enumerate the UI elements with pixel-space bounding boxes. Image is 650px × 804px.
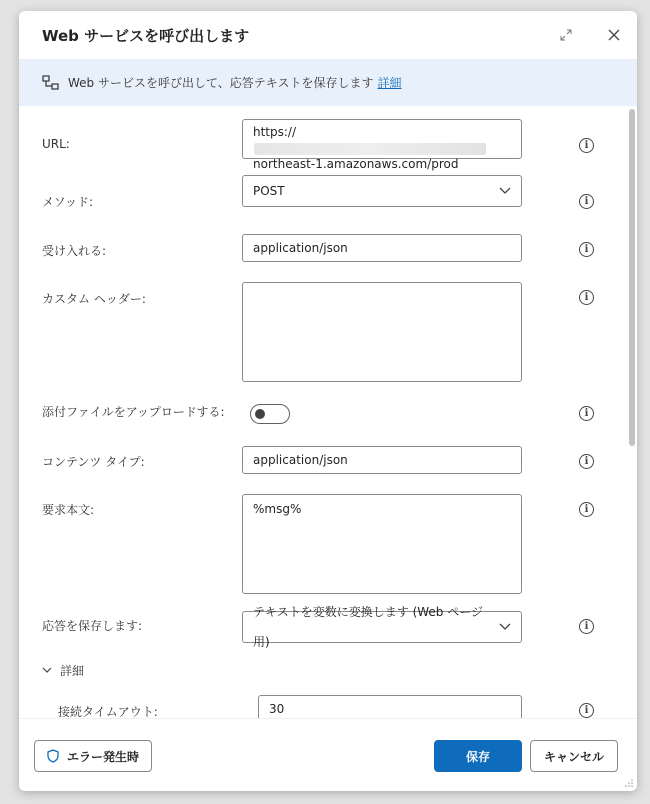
method-label: メソッド: xyxy=(42,195,94,209)
chevron-down-icon xyxy=(499,623,511,631)
dialog-title: Web サービスを呼び出します xyxy=(42,27,250,45)
info-icon[interactable]: i xyxy=(579,290,594,305)
expand-icon xyxy=(560,29,572,41)
info-banner xyxy=(19,59,637,106)
info-icon[interactable]: i xyxy=(579,138,594,153)
info-icon[interactable]: i xyxy=(579,242,594,257)
advanced-section-toggle[interactable] xyxy=(42,662,84,679)
custom-headers-textarea[interactable] xyxy=(242,282,522,382)
url-input[interactable] xyxy=(242,119,522,171)
method-select[interactable] xyxy=(242,175,522,207)
url-label: URL: xyxy=(42,137,70,151)
toggle-knob xyxy=(255,409,265,419)
save-button[interactable]: 保存 xyxy=(434,740,522,772)
save-response-label: 応答を保存します: xyxy=(42,619,143,633)
url-redacted xyxy=(254,143,486,155)
timeout-label: 接続タイムアウト: xyxy=(58,705,158,718)
web-service-icon xyxy=(42,75,60,91)
save-response-select[interactable] xyxy=(242,605,522,649)
chevron-down-icon xyxy=(499,187,511,195)
url-line-2: northeast-1.amazonaws.com/prod xyxy=(253,157,459,171)
close-icon xyxy=(608,29,620,41)
banner-learn-more-link[interactable]: 詳細 xyxy=(377,76,402,90)
advanced-section-label: 詳細 xyxy=(60,664,85,678)
content-type-input[interactable]: application/json xyxy=(242,446,522,474)
timeout-input[interactable]: 30 xyxy=(258,695,522,718)
resize-grip-icon[interactable] xyxy=(624,778,634,788)
info-icon[interactable]: i xyxy=(579,502,594,517)
accept-label: 受け入れる: xyxy=(42,244,107,258)
request-body-label: 要求本文: xyxy=(42,503,95,517)
expand-button[interactable] xyxy=(554,23,578,47)
info-icon[interactable]: i xyxy=(579,406,594,421)
info-icon[interactable]: i xyxy=(579,454,594,469)
info-icon[interactable]: i xyxy=(579,703,594,718)
method-value: POST xyxy=(253,184,285,198)
upload-attachment-label: 添付ファイルをアップロードする: xyxy=(42,405,225,419)
url-line-1: https:// xyxy=(253,124,511,156)
on-error-label: エラー発生時 xyxy=(66,749,139,764)
info-icon[interactable]: i xyxy=(579,619,594,634)
save-response-value: テキストを変数に変換します (Web ページ用) xyxy=(253,605,483,649)
scrollbar-thumb[interactable] xyxy=(629,109,635,446)
info-icon[interactable]: i xyxy=(579,194,594,209)
cancel-button[interactable]: キャンセル xyxy=(530,740,618,772)
shield-icon xyxy=(47,749,59,763)
upload-attachment-toggle[interactable] xyxy=(250,404,290,424)
on-error-button[interactable] xyxy=(34,740,152,772)
accept-input[interactable]: application/json xyxy=(242,234,522,262)
close-button[interactable] xyxy=(602,23,626,47)
custom-headers-label: カスタム ヘッダー: xyxy=(42,292,146,306)
banner-text: Web サービスを呼び出して、応答テキストを保存します xyxy=(68,76,374,90)
content-type-label: コンテンツ タイプ: xyxy=(42,455,145,469)
footer-divider xyxy=(19,718,637,719)
form-scroll-area[interactable] xyxy=(19,106,637,718)
dialog xyxy=(19,11,637,791)
chevron-down-icon xyxy=(42,667,52,674)
request-body-textarea[interactable]: %msg% xyxy=(242,494,522,594)
